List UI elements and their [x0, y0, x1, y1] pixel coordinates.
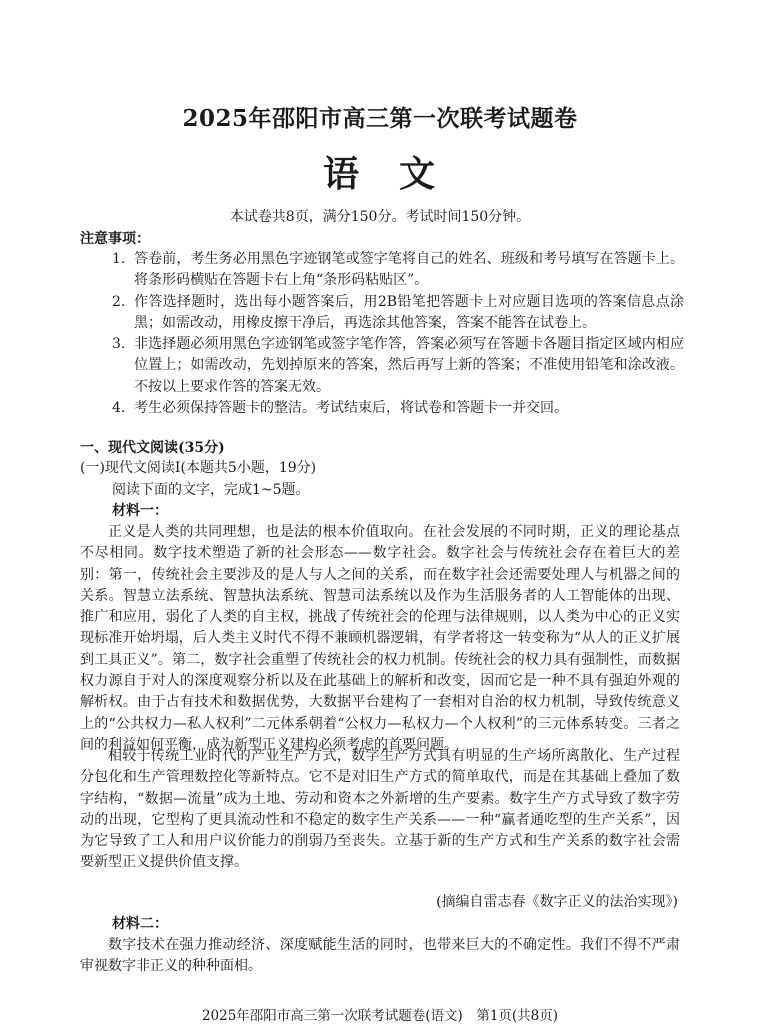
notice-item: [112, 334, 684, 398]
reading-instruction: 阅读下面的文字，完成1~5题。: [112, 482, 310, 498]
material-one-source: (摘编自雷志春《数字正义的法治实现》): [436, 894, 678, 910]
notice-item-number: 3.: [112, 336, 126, 353]
notice-item: [112, 292, 684, 335]
material-one-paragraph: 相较于传统工业时代的产业生产方式，数字生产方式具有明显的生产场所离散化、生产过程分包化和生产管理数控化等新特点。它不是对旧生产方式的简单取代，而是在其基础上叠加了数字结构，“数据—流量”成为土地、劳动和资本之外新增的生产要素。数字生产方式导致了数字劳动的出现，它型构了更具流动性和不稳定的数字生产关系——一种“赢者通吃型的生产关系”，因为它导致了工人和用户议价能力的削弱乃至丧失。立基于新的生产方式和生产关系的数字社会需要新型正义提供价值支撑。: [80, 748, 680, 871]
material-two-label: 材料二：: [112, 916, 168, 932]
page-footer: 2025年邵阳市高三第一次联考试题卷(语文) 第1页(共8页): [201, 1008, 559, 1024]
notice-item-number: 4.: [112, 400, 126, 417]
material-one-label: 材料一：: [112, 503, 168, 519]
exam-info: 本试卷共8页，满分150分。考试时间150分钟。: [229, 209, 531, 225]
material-two-paragraph: 数字技术在强力推动经济、深度赋能生活的同时，也带来巨大的不确定性。我们不得不严肃审视数字非正义的种种面相。: [80, 937, 680, 975]
exam-title: 2025年邵阳市高三第一次联考试题卷: [182, 105, 578, 132]
material-one-paragraph: 正义是人类的共同理想，也是法的根本价值取向。在社会发展的不同时期，正义的理论基点不尽相同。数字技术塑造了新的社会形态——数字社会。数字社会与传统社会存在着巨大的差别：第一，传统社会主要涉及的是人与人之间的关系，而在数字社会还需要处理人与机器之间的关系。智慧立法系统、智慧执法系统、智慧司法系统以及作为生活服务者的人工智能体的出现、推广和应用，弱化了人类的自主权，挑战了传统社会的伦理与法律规则，以人类为中心的正义实现标准开始坍塌，后人类主义时代不得不兼顾机器逻辑，有学者将这一转变称为“从人的正义扩展到工具正义”。第二，数字社会重塑了传统社会的权力机制。传统社会的权力具有强制性，而数据权力源自于对人的深度观察分析以及在此基础上的解析和改变，因而它是一种不具有强迫外观的解析权。由于占有技术和数据优势，大数据平台建构了一套相对自治的权力机制，导致传统意义上的“公共权力—私人权利”二元体系朝着“公权力—私权力—个人权利”的三元体系转变。三者之间的利益如何平衡，成为新型正义建构必须考虑的首要问题。: [80, 524, 680, 753]
notice-item-text: 非选择题必须用黑色字迹钢笔或签字笔作答，答案必须写在答题卡各题目指定区域内相应位置上；如需改动，先划掉原来的答案，然后再写上新的答案；不准使用铅笔和涂改液。不按以上要求作答的答案无效。: [134, 336, 684, 395]
section-heading: 一、现代文阅读(35分): [80, 440, 225, 456]
notice-item-text: 答卷前，考生务必用黑色字迹钢笔或签字笔将自己的姓名、班级和考号填写在答题卡上。将条形码横贴在答题卡右上角“条形码粘贴区”。: [134, 251, 684, 289]
section-subheading: (一)现代文阅读Ⅰ(本题共5小题，19分): [80, 460, 317, 476]
subject-title: 语 文: [322, 153, 437, 195]
notice-item: [112, 249, 684, 292]
notice-item-number: 2.: [112, 293, 126, 310]
notice-item-number: 1.: [112, 251, 126, 267]
notice-item-text: 考生必须保持答题卡的整洁。考试结束后，将试卷和答题卡一并交回。: [134, 400, 568, 417]
notice-heading: 注意事项：: [80, 231, 150, 247]
notice-item-text: 作答选择题时，选出每小题答案后，用2B铅笔把答题卡上对应题目选项的答案信息点涂黑；如需改动，用橡皮擦干净后，再选涂其他答案，答案不能答在试卷上。: [134, 293, 684, 331]
notice-item: [112, 398, 684, 419]
notice-list: [112, 249, 684, 419]
